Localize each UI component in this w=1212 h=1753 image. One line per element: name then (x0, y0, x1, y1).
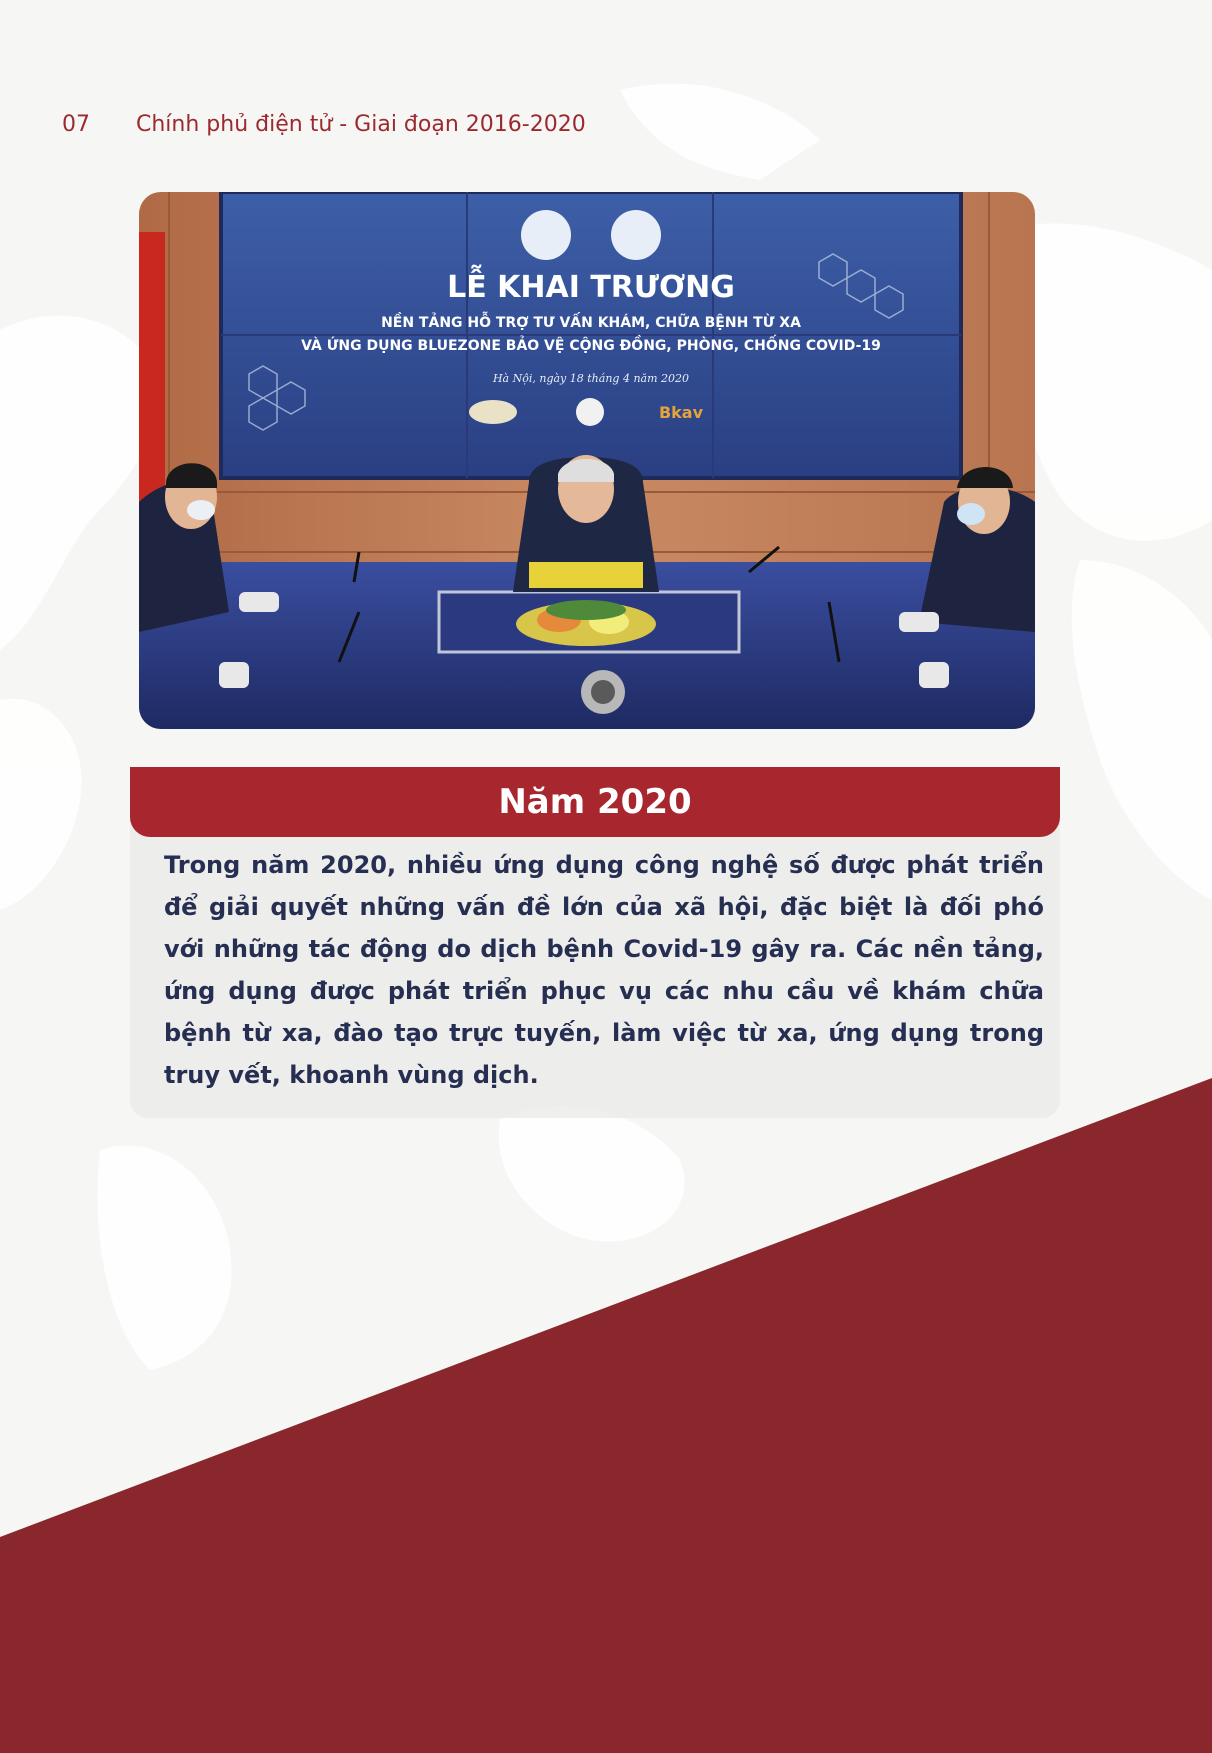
screen-date: Hà Nội, ngày 18 tháng 4 năm 2020 (492, 372, 690, 385)
page-header (62, 112, 586, 137)
running-title: Chính phủ điện tử - Giai đoạn 2016-2020 (136, 112, 586, 137)
section-title: Năm 2020 (130, 767, 1060, 837)
screen-line-2: VÀ ỨNG DỤNG BLUEZONE BẢO VỆ CỘNG ĐỒNG, PHÒNG, CHỐNG COVID-19 (301, 338, 881, 354)
screen-title: LỄ KHAI TRƯƠNG (447, 270, 735, 305)
screen-logo-text: Bkav (658, 403, 704, 422)
section-body: Trong năm 2020, nhiều ứng dụng công nghệ số được phát triển để giải quyết những vấn đề lớn của xã hội, đặc biệt là đối phó với những tác động do dịch bệnh Covid-19 gây ra. Các nền tảng, ứng dụng được phát triển phục vụ các nhu cầu về khám chữa bệnh từ xa, đào tạo trực tuyến, làm việc từ xa, ứng dụng trong truy vết, khoanh vùng dịch. (164, 851, 1044, 1089)
page-number: 07 (62, 112, 90, 137)
event-photo (139, 192, 1035, 729)
screen-line-1: NỀN TẢNG HỖ TRỢ TƯ VẤN KHÁM, CHỮA BỆNH TỪ XA (381, 315, 801, 331)
